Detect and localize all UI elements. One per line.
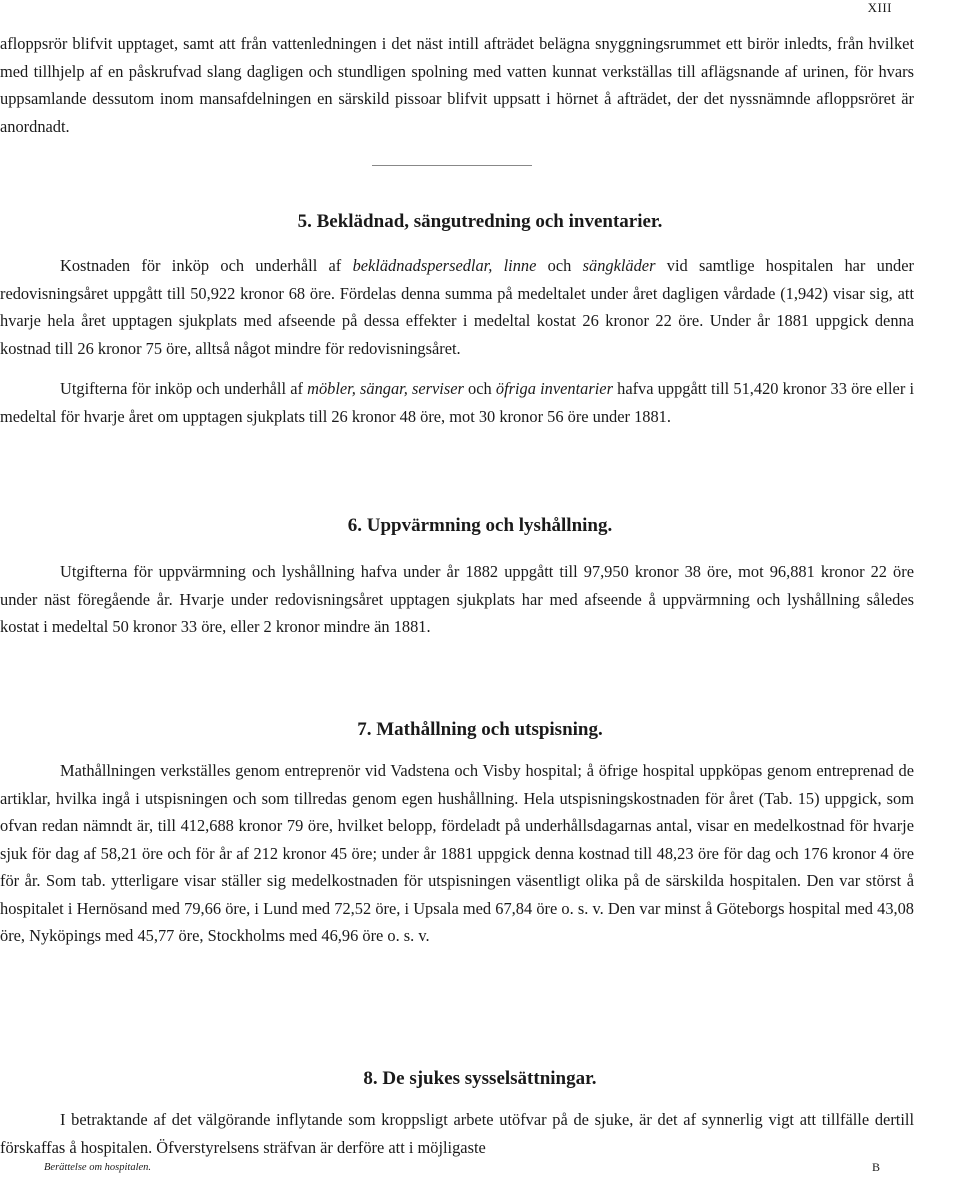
section-5-paragraph-2: Utgifterna för inköp och underhåll af möbler, sängar, serviser och öfriga inventarier hafva uppgått till 51,420 kronor 33 öre eller i medeltal för hvarje året om upptagen sjukplats till 26 kronor 48 öre, mot 30 kronor 56 öre under 1881. xyxy=(0,379,914,426)
section-7-title: 7. Mathållning och utspisning. xyxy=(357,719,603,740)
emphasis-text: beklädnadspersedlar, linne xyxy=(352,256,537,275)
section-5-paragraph-1: Kostnaden för inköp och underhåll af beklädnadspersedlar, linne och sängkläder vid samtlige hospitalen har under redovisningsåret uppgått till 50,922 kronor 68 öre. Fördelas denna summa på medeltalet under året dagligen vårdade (1,942) visar sig, att hvarje hela året upptagen sjukplats med afseende på dessa effekter i medeltal kostat 26 kronor 22 öre. Under år 1881 uppgick denna kostnad till 26 kronor 75 öre, alltså något mindre för redovisningsåret. xyxy=(0,256,914,358)
intro-paragraph: afloppsrör blifvit upptaget, samt att från vattenledningen i det näst intill afträdet belägna snyggningsrummet ett birör inledts, från hvilket med tillhjelp af en påskrufvad slang dagligen och stundligen spolning med vatten kunnat verkställas till aflägsnande af urinen, för hvars uppsamlande dessutom inom mansafdelningen en särskild pissoar blifvit uppsatt i hörnet å afträdet, der det nyssnämnde afloppsröret är anordnadt. xyxy=(0,34,914,136)
section-7-paragraph: Mathållningen verkställes genom entreprenör vid Vadstena och Visby hospital; å öfrige hospital uppköpas genom entreprenad de artiklar, hvilka ingå i utspisningen och som tillredas genom egen hushållning. Hela utspisningskostnaden för året (Tab. 15) uppgick, som ofvan redan nämndt är, till 412,688 kronor 79 öre, hvilket belopp, fördeladt på underhållsdagarnas antal, visar en medelkostnad för hvarje sjuk för dag af 58,21 öre och för år af 212 kronor 45 öre; under år 1881 uppgick denna kostnad till 48,23 öre för dag och 176 kronor 4 öre för år. Som tab. ytterligare visar ställer sig medelkostnaden för utspisningen väsentligt olika på de särskilda hospitalen. Den var störst å hospitalet i Hernösand med 79,66 öre, i Lund med 72,52 öre, i Upsala med 67,84 öre o. s. v. Den var minst å Göteborgs hospital med 43,08 öre, Nyköpings med 45,77 öre, Stockholms med 46,96 öre o. s. v. xyxy=(0,761,914,945)
section-8-title: 8. De sjukes sysselsättningar. xyxy=(363,1068,597,1089)
footer-publication-title: Berättelse om hospitalen. xyxy=(44,1162,152,1173)
page-number: XIII xyxy=(867,0,892,15)
emphasis-text: sängkläder xyxy=(582,256,656,275)
emphasis-text: möbler, sängar, serviser xyxy=(307,379,464,398)
section-6-title: 6. Uppvärmning och lyshållning. xyxy=(347,515,613,536)
section-8-paragraph: I betraktande af det välgörande inflytande som kroppsligt arbete utöfvar på de sjuke, är det af synnerlig vigt att tillfälle dertill förskaffas å hospitalen. Öfverstyrelsens sträfvan är derföre att i möjligaste xyxy=(0,1110,914,1157)
section-divider xyxy=(372,165,532,166)
emphasis-text: öfriga inventarier xyxy=(495,379,613,398)
section-6-paragraph: Utgifterna för uppvärmning och lyshållning hafva under år 1882 uppgått till 97,950 kronor 38 öre, mot 96,881 kronor 22 öre under näst föregående år. Hvarje under redovisningsåret upptagen sjukplats har med afseende å uppvärmning och lyshållning således kostat i medeltal 50 kronor 33 öre, eller 2 kronor mindre än 1881. xyxy=(0,562,914,636)
footer-signature-mark: B xyxy=(872,1160,881,1174)
section-5-title: 5. Beklädnad, sängutredning och inventarier. xyxy=(297,211,663,232)
